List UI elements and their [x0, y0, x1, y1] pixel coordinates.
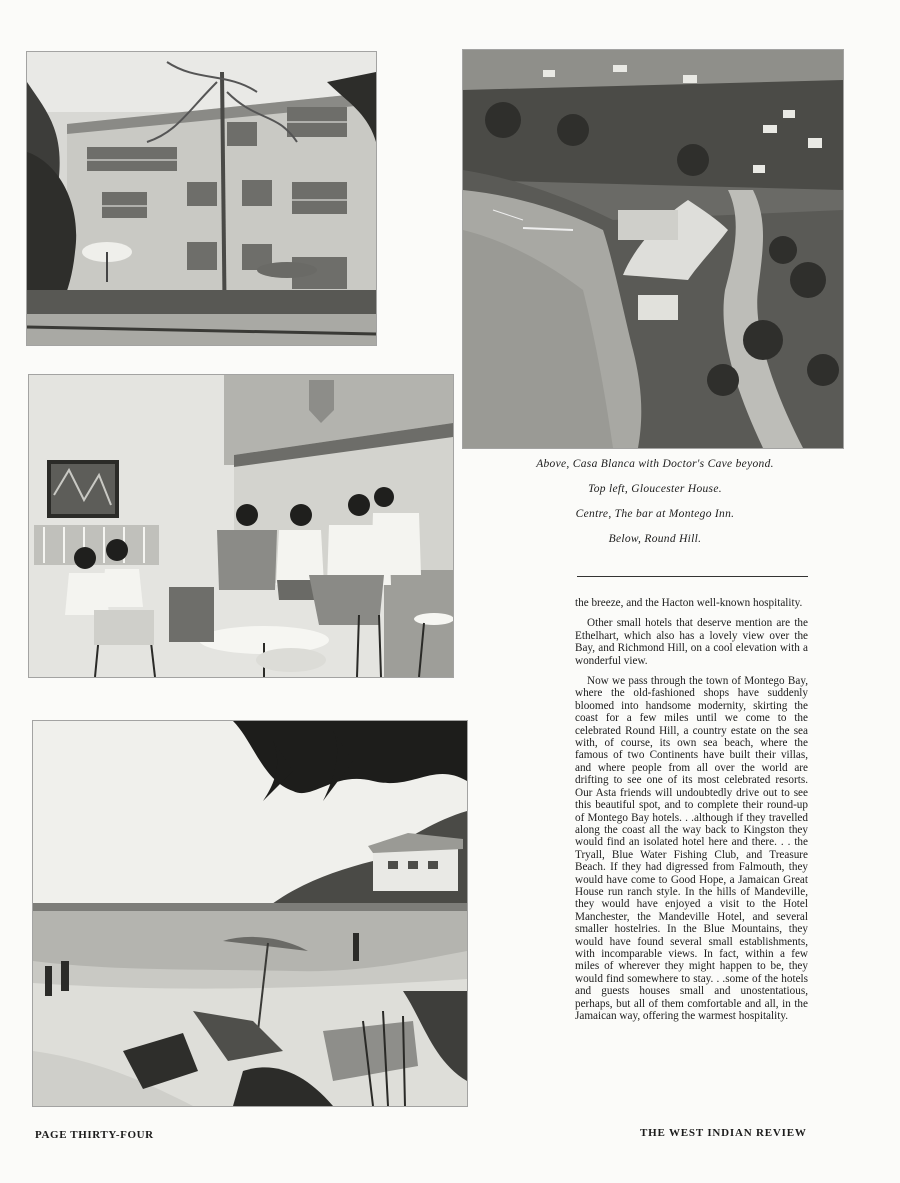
- casa-blanca-aerial-photo: [463, 50, 843, 448]
- montego-inn-bar-photo: [29, 375, 453, 677]
- caption-above: Above, Casa Blanca with Doctor's Cave beyond.: [536, 458, 774, 470]
- article-paragraph: Other small hotels that deserve mention are the Ethelhart, which also has a lovely view over the Bay, and Richmond Hill, on a cool elevation with a wonderful view.: [575, 617, 808, 667]
- caption-top-left: Top left, Gloucester House.: [588, 483, 722, 495]
- caption-below: Below, Round Hill.: [608, 533, 702, 545]
- article-paragraph: Now we pass through the town of Montego Bay, where the old-fashioned shops have suddenly bloomed into handsome modernity, skirting the coast for a few miles until we come to the celebrated Round Hill, a country estate on the sea with, of course, its own sea beach, where the famous of two Continents have built their villas, and where people from all over the world are drifting to see one of its most celebrated resorts. Our Asta friends will undoubtedly drive out to see this beautiful spot, and to complete their round-up of Montego Bay hotels. . .although if they travelled along the coast all the way back to Kingston they would find an isolated hotel here and there. . . the Tryall, Blue Water Fishing Club, and Treasure Beach. If they had digressed from Falmouth, they would have come to Good Hope, a Jamaican Great House run ranch style. In the hills of Mandeville, they would have enjoyed a visit to the Hotel Manchester, the Mandeville Hotel, and several smaller hostelries. In the Blue Mountains, they would have found several small establishments, with incomparable views. In fact, within a few miles of wherever they might happen to be, they would find somewhere to stay. . .some of the hotels and guests houses small and unostentatious, perhaps, but all of them comfortable and all, in the Jamaican way, offering the warmest hospitality.: [575, 675, 808, 1022]
- article-paragraph: the breeze, and the Hacton well-known hospitality.: [575, 597, 803, 609]
- photo-captions: [470, 458, 840, 558]
- caption-centre: Centre, The bar at Montego Inn.: [575, 508, 735, 520]
- page-number-label: PAGE THIRTY-FOUR: [35, 1129, 154, 1141]
- round-hill-beach-photo: [33, 721, 467, 1106]
- article-column: [575, 597, 808, 1030]
- caption-divider: [577, 576, 808, 577]
- publication-name: THE WEST INDIAN REVIEW: [640, 1127, 807, 1139]
- gloucester-house-photo: [27, 52, 376, 345]
